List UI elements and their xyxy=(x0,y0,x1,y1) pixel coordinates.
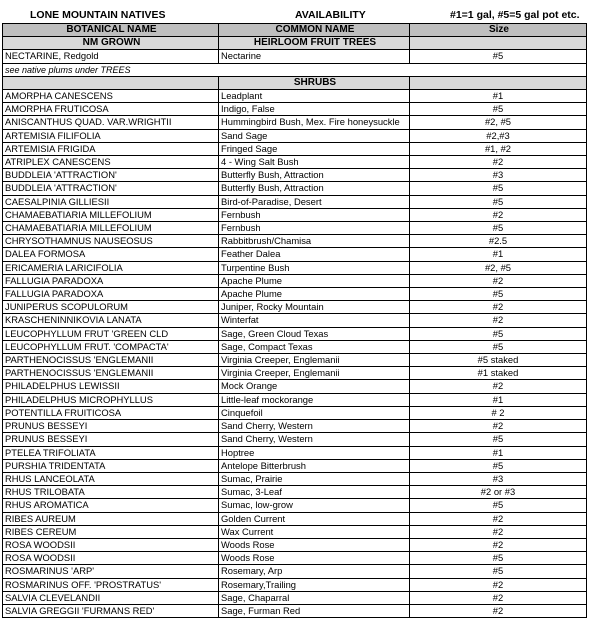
botanical-name: ARTEMISIA FILIFOLIA xyxy=(3,129,219,142)
common-name: Sumac, low-grow xyxy=(219,499,410,512)
table-row xyxy=(3,538,587,551)
table-row xyxy=(3,525,587,538)
table-row xyxy=(3,288,587,301)
common-name: Rosemary, Arp xyxy=(219,565,410,578)
common-name: Sand Sage xyxy=(219,129,410,142)
botanical-name: RIBES CEREUM xyxy=(3,525,219,538)
common-name: Woods Rose xyxy=(219,538,410,551)
table-row xyxy=(3,208,587,221)
table-row xyxy=(3,486,587,499)
table-row xyxy=(3,565,587,578)
botanical-name: RIBES AUREUM xyxy=(3,512,219,525)
botanical-name: ERICAMERIA LARICIFOLIA xyxy=(3,261,219,274)
pot-size: #3 xyxy=(410,169,587,182)
botanical-name: SALVIA CLEVELANDII xyxy=(3,591,219,604)
botanical-name: JUNIPERUS SCOPULORUM xyxy=(3,301,219,314)
table-row xyxy=(3,314,587,327)
botanical-name: PURSHIA TRIDENTATA xyxy=(3,459,219,472)
pot-size: #2 xyxy=(410,420,587,433)
table-row xyxy=(3,512,587,525)
table-row xyxy=(3,274,587,287)
botanical-name: RHUS AROMATICA xyxy=(3,499,219,512)
common-name: Fernbush xyxy=(219,208,410,221)
table-row xyxy=(3,380,587,393)
table-row xyxy=(3,446,587,459)
table-row xyxy=(3,142,587,155)
botanical-name: BUDDLEIA 'ATTRACTION' xyxy=(3,169,219,182)
botanical-name: ANISCANTHUS QUAD. VAR.WRIGHTII xyxy=(3,116,219,129)
pot-size: #5 xyxy=(410,288,587,301)
common-name: Sage, Compact Texas xyxy=(219,340,410,353)
common-name: Cinquefoil xyxy=(219,406,410,419)
table-row xyxy=(3,499,587,512)
pot-size: #5 xyxy=(410,552,587,565)
botanical-name: ROSA WOODSII xyxy=(3,538,219,551)
common-name: Rosemary,Trailing xyxy=(219,578,410,591)
common-name: Hoptree xyxy=(219,446,410,459)
common-name: 4 - Wing Salt Bush xyxy=(219,156,410,169)
pot-size: #3 xyxy=(410,472,587,485)
pot-size: #5 xyxy=(410,565,587,578)
botanical-name: RHUS TRILOBATA xyxy=(3,486,219,499)
pot-size: #2 xyxy=(410,578,587,591)
table-row xyxy=(3,578,587,591)
botanical-name: NECTARINE, Redgold xyxy=(3,50,219,63)
botanical-name: CHRYSOTHAMNUS NAUSEOSUS xyxy=(3,235,219,248)
common-name: Apache Plume xyxy=(219,274,410,287)
common-name: Sage, Furman Red xyxy=(219,604,410,617)
common-name: Virginia Creeper, Englemanii xyxy=(219,367,410,380)
table-row xyxy=(3,301,587,314)
plant-table xyxy=(2,23,587,618)
botanical-name: CAESALPINIA GILLIESII xyxy=(3,195,219,208)
pot-size: #5 xyxy=(410,433,587,446)
table-row xyxy=(3,420,587,433)
common-name: Rabbitbrush/Chamisa xyxy=(219,235,410,248)
table-row xyxy=(3,340,587,353)
pot-size: #1 xyxy=(410,446,587,459)
column-header-row xyxy=(3,24,587,37)
common-name: Indigo, False xyxy=(219,103,410,116)
table-row xyxy=(3,406,587,419)
pot-size: #2 xyxy=(410,301,587,314)
botanical-name: CHAMAEBATIARIA MILLEFOLIUM xyxy=(3,222,219,235)
section-shrubs-empty-right xyxy=(410,76,587,89)
botanical-name: AMORPHA CANESCENS xyxy=(3,90,219,103)
section-fruit-title: HEIRLOOM FRUIT TREES xyxy=(219,37,410,50)
botanical-name: ROSA WOODSII xyxy=(3,552,219,565)
pot-size: #2 xyxy=(410,380,587,393)
common-name: Virginia Creeper, Englemanii xyxy=(219,354,410,367)
common-name: Woods Rose xyxy=(219,552,410,565)
table-row xyxy=(3,354,587,367)
botanical-name: ATRIPLEX CANESCENS xyxy=(3,156,219,169)
common-name: Golden Current xyxy=(219,512,410,525)
common-name: Feather Dalea xyxy=(219,248,410,261)
pot-size: #1 xyxy=(410,248,587,261)
common-name: Winterfat xyxy=(219,314,410,327)
botanical-name: BUDDLEIA 'ATTRACTION' xyxy=(3,182,219,195)
pot-size: #5 xyxy=(410,459,587,472)
pot-size: #2 xyxy=(410,314,587,327)
pot-size: #5 xyxy=(410,222,587,235)
pot-size: #1 staked xyxy=(410,367,587,380)
table-row xyxy=(3,90,587,103)
section-nm-grown-label: NM GROWN xyxy=(3,37,219,50)
botanical-name: POTENTILLA FRUITICOSA xyxy=(3,406,219,419)
table-row xyxy=(3,156,587,169)
section-fruit-trees xyxy=(3,37,587,50)
botanical-name: DALEA FORMOSA xyxy=(3,248,219,261)
botanical-name: LEUCOPHYLLUM FRUT 'GREEN CLD xyxy=(3,327,219,340)
pot-size: #2 xyxy=(410,525,587,538)
common-name: Bird-of-Paradise, Desert xyxy=(219,195,410,208)
table-row xyxy=(3,393,587,406)
common-name: Butterfly Bush, Attraction xyxy=(219,169,410,182)
pot-size: #2 xyxy=(410,156,587,169)
pot-size: #1 xyxy=(410,90,587,103)
pot-size: #2 xyxy=(410,591,587,604)
botanical-name: CHAMAEBATIARIA MILLEFOLIUM xyxy=(3,208,219,221)
note-text: see native plums under TREES xyxy=(3,63,587,76)
common-name: Hummingbird Bush, Mex. Fire honeysuckle xyxy=(219,116,410,129)
pot-size: #2.5 xyxy=(410,235,587,248)
pot-size: #5 xyxy=(410,195,587,208)
pot-size: #2 xyxy=(410,512,587,525)
botanical-name: ROSMARINUS OFF. 'PROSTRATUS' xyxy=(3,578,219,591)
table-row xyxy=(3,327,587,340)
botanical-name: PTELEA TRIFOLIATA xyxy=(3,446,219,459)
common-name: Sumac, 3-Leaf xyxy=(219,486,410,499)
pot-size: #2 xyxy=(410,538,587,551)
table-row xyxy=(3,248,587,261)
common-name: Sand Cherry, Western xyxy=(219,433,410,446)
pot-size: #2 xyxy=(410,274,587,287)
pot-size: #2,#3 xyxy=(410,129,587,142)
common-name: Fringed Sage xyxy=(219,142,410,155)
botanical-name: ROSMARINUS 'ARP' xyxy=(3,565,219,578)
table-row xyxy=(3,604,587,617)
botanical-name: PHILADELPHUS MICROPHYLLUS xyxy=(3,393,219,406)
table-row xyxy=(3,116,587,129)
table-row xyxy=(3,169,587,182)
common-name: Sand Cherry, Western xyxy=(219,420,410,433)
common-name: Sage, Green Cloud Texas xyxy=(219,327,410,340)
nursery-name: LONE MOUNTAIN NATIVES xyxy=(30,9,166,21)
common-name: Antelope Bitterbrush xyxy=(219,459,410,472)
botanical-name: PRUNUS BESSEYI xyxy=(3,433,219,446)
pot-size: #5 staked xyxy=(410,354,587,367)
common-name: Leadplant xyxy=(219,90,410,103)
table-row xyxy=(3,552,587,565)
common-name: Sumac, Prairie xyxy=(219,472,410,485)
common-name: Butterfly Bush, Attraction xyxy=(219,182,410,195)
column-header-botanical: BOTANICAL NAME xyxy=(3,24,219,37)
botanical-name: KRASCHENINNIKOVIA LANATA xyxy=(3,314,219,327)
botanical-name: PARTHENOCISSUS 'ENGLEMANII xyxy=(3,367,219,380)
table-row xyxy=(3,103,587,116)
pot-size: #5 xyxy=(410,499,587,512)
table-row xyxy=(3,433,587,446)
column-header-common: COMMON NAME xyxy=(219,24,410,37)
botanical-name: ARTEMISIA FRIGIDA xyxy=(3,142,219,155)
common-name: Sage, Chaparral xyxy=(219,591,410,604)
botanical-name: RHUS LANCEOLATA xyxy=(3,472,219,485)
section-fruit-empty xyxy=(410,37,587,50)
botanical-name: PRUNUS BESSEYI xyxy=(3,420,219,433)
pot-size: #2, #5 xyxy=(410,116,587,129)
botanical-name: PHILADELPHUS LEWISSII xyxy=(3,380,219,393)
table-row xyxy=(3,459,587,472)
section-shrubs-empty-left xyxy=(3,76,219,89)
common-name: Juniper, Rocky Mountain xyxy=(219,301,410,314)
section-shrubs xyxy=(3,76,587,89)
section-shrubs-title: SHRUBS xyxy=(219,76,410,89)
note-row xyxy=(3,63,587,76)
pot-size: #2 xyxy=(410,208,587,221)
table-row xyxy=(3,222,587,235)
pot-size: #1, #2 xyxy=(410,142,587,155)
botanical-name: LEUCOPHYLLUM FRUT. 'COMPACTA' xyxy=(3,340,219,353)
size-legend: #1=1 gal, #5=5 gal pot etc. xyxy=(450,9,580,21)
botanical-name: PARTHENOCISSUS 'ENGLEMANII xyxy=(3,354,219,367)
table-row xyxy=(3,235,587,248)
table-row xyxy=(3,472,587,485)
common-name: Apache Plume xyxy=(219,288,410,301)
table-row xyxy=(3,182,587,195)
common-name: Turpentine Bush xyxy=(219,261,410,274)
pot-size: #5 xyxy=(410,103,587,116)
pot-size: #2 xyxy=(410,604,587,617)
pot-size: #5 xyxy=(410,327,587,340)
common-name: Fernbush xyxy=(219,222,410,235)
botanical-name: AMORPHA FRUTICOSA xyxy=(3,103,219,116)
botanical-name: FALLUGIA PARADOXA xyxy=(3,288,219,301)
table-row xyxy=(3,367,587,380)
common-name: Nectarine xyxy=(219,50,410,63)
pot-size: #5 xyxy=(410,340,587,353)
common-name: Wax Current xyxy=(219,525,410,538)
pot-size: # 2 xyxy=(410,406,587,419)
pot-size: #2 or #3 xyxy=(410,486,587,499)
pot-size: #5 xyxy=(410,182,587,195)
table-row xyxy=(3,591,587,604)
pot-size: #5 xyxy=(410,50,587,63)
table-row xyxy=(3,261,587,274)
botanical-name: SALVIA GREGGII 'FURMANS RED' xyxy=(3,604,219,617)
botanical-name: FALLUGIA PARADOXA xyxy=(3,274,219,287)
pot-size: #2, #5 xyxy=(410,261,587,274)
pot-size: #1 xyxy=(410,393,587,406)
availability-title: AVAILABILITY xyxy=(295,9,366,21)
common-name: Little-leaf mockorange xyxy=(219,393,410,406)
table-row xyxy=(3,50,587,63)
common-name: Mock Orange xyxy=(219,380,410,393)
table-row xyxy=(3,195,587,208)
column-header-size: Size xyxy=(410,24,587,37)
table-row xyxy=(3,129,587,142)
header-row xyxy=(0,9,589,22)
